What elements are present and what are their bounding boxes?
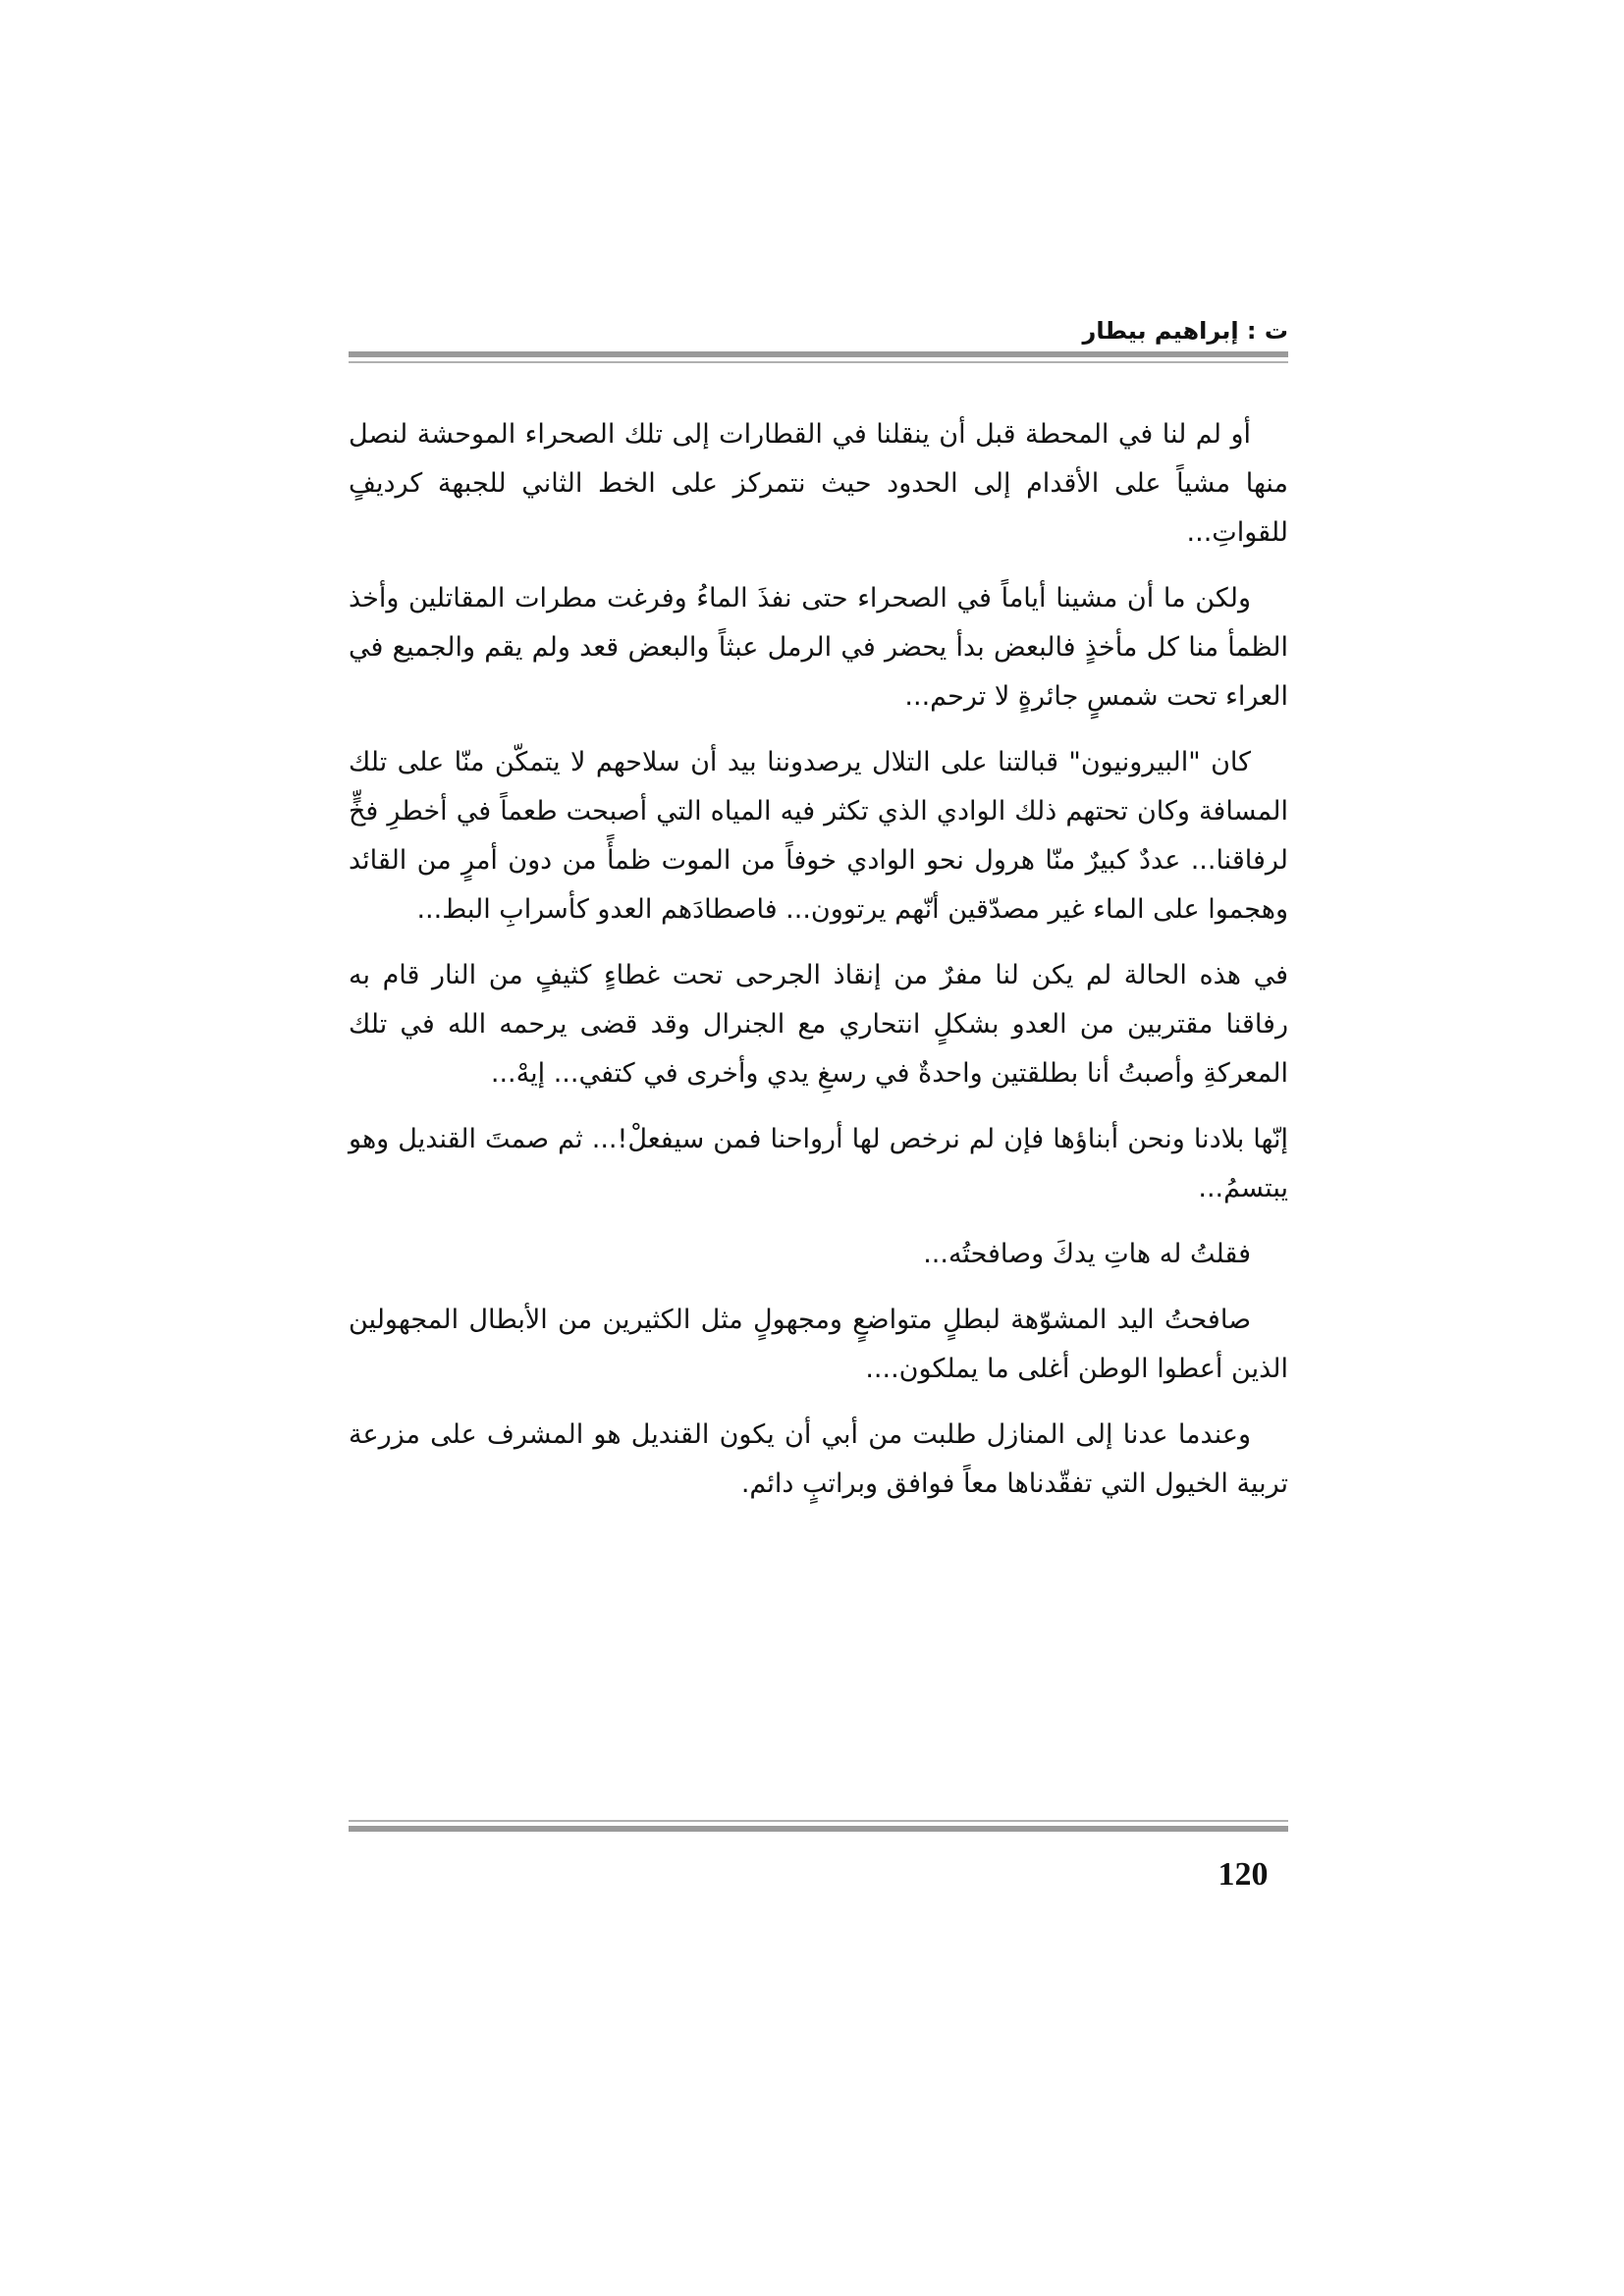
footer-rule-thick xyxy=(349,1826,1288,1832)
header-rule-thick xyxy=(349,351,1288,357)
paragraph-5: إنّها بلادنا ونحن أبناؤها فإن لم نرخص لها أرواحنا فمن سيفعلْ!... ثم صمتَ القنديل وهو يبتسمُ... xyxy=(349,1124,1288,1203)
paragraph-2: ولكن ما أن مشينا أياماً في الصحراء حتى نفذَ الماءُ وفرغت مطرات المقاتلين وأخذ الظمأ منا كل مأخذٍ فالبعض بدأ يحضر في الرمل عبثاً والبعض قعد ولم يقم والجميع في العراء تحت شمسٍ جائرةٍ لا ترحم... xyxy=(349,583,1288,712)
paragraph-8: وعندما عدنا إلى المنازل طلبت من أبي أن يكون القنديل هو المشرف على مزرعة تربية الخيول التي تفقّدناها معاً فوافق وبراتبٍ دائم. xyxy=(349,1419,1288,1499)
header-rule-thin xyxy=(349,361,1288,363)
page-number: 120 xyxy=(1218,1856,1269,1893)
paragraph-6: فقلتُ له هاتِ يدكَ وصافحتُه... xyxy=(923,1239,1251,1269)
page-body xyxy=(349,410,1288,1525)
paragraph-3: كان "البيرونيون" قبالتنا على التلال يرصدوننا بيد أن سلاحهم لا يتمكّن منّا على تلك المسافة وكان تحتهم ذلك الوادي الذي تكثر فيه المياه التي أصبحت طعماً في أخطرِ فخٍّ لرفاقنا... عددٌ كبيرٌ منّا هرول نحو الوادي خوفاً من الموت ظمأً من دون أمرٍ من القائد وهجموا على الماء غير مصدّقين أنّهم يرتوون... فاصطادَهم العدو كأسرابِ البط... xyxy=(349,747,1288,925)
paragraph-1: أو لم لنا في المحطة قبل أن ينقلنا في القطارات إلى تلك الصحراء الموحشة لنصل منها مشياً على الأقدام إلى الحدود حيث نتمركز على الخط الثاني للجبهة كرديفٍ للقواتِ... xyxy=(349,419,1288,548)
paragraph-4: في هذه الحالة لم يكن لنا مفرٌ من إنقاذ الجرحى تحت غطاءٍ كثيفٍ من النار قام به رفاقنا مقتربين من العدو بشكلٍ انتحاري مع الجنرال وقد قضى يرحمه الله في تلك المعركةِ وأصبتُ أنا بطلقتين واحدةٌ في رسغِ يدي وأخرى في كتفي... إيهْ... xyxy=(349,960,1288,1089)
header-author: ت : إبراهيم بيطار xyxy=(1082,317,1288,345)
footer-rule-thin xyxy=(349,1820,1288,1822)
running-header xyxy=(349,316,1288,346)
paragraph-7: صافحتُ اليد المشوّهة لبطلٍ متواضعٍ ومجهولٍ مثل الكثيرين من الأبطال المجهولين الذين أعطوا الوطن أغلى ما يملكون.... xyxy=(349,1305,1288,1384)
